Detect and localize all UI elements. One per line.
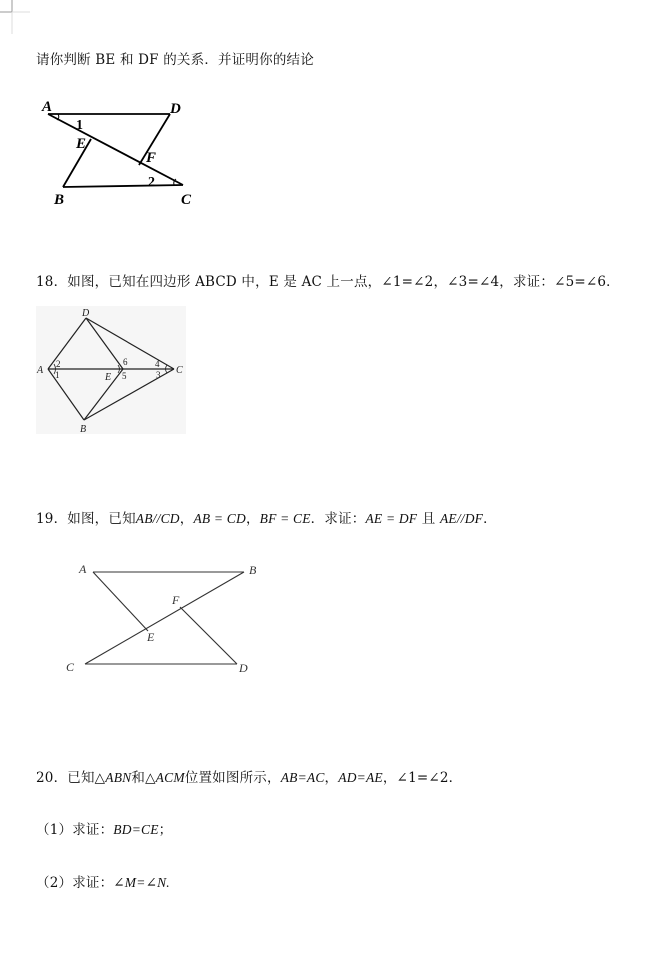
label-e: E: [76, 136, 87, 152]
label-a: A: [79, 562, 87, 576]
q20-2-expr: ∠M=∠N.: [113, 875, 170, 890]
q19-prefix: 19．如图，已知: [36, 511, 136, 527]
question-19-prompt: [36, 507, 497, 527]
angle-label-6: 6: [123, 357, 128, 367]
question-20-part-1: [36, 818, 172, 838]
q20-end: ，∠1=∠2．: [382, 770, 463, 786]
label-c: C: [181, 192, 192, 208]
label-a: A: [42, 99, 53, 115]
label-f: F: [146, 150, 157, 166]
angle-label-1: 1: [76, 118, 83, 133]
page-corner-mark: [0, 0, 36, 36]
figure-17-diagram: [36, 92, 206, 212]
q19-sep-1: ，: [179, 511, 194, 527]
q20-cond-1: AB=AC: [280, 770, 325, 785]
label-d: D: [170, 101, 181, 117]
q19-mid: ．求证：: [310, 511, 366, 527]
angle-label-5: 5: [122, 371, 127, 381]
q19-and: 且: [421, 511, 436, 527]
q20-triangle-1: ABN: [105, 770, 132, 785]
label-e: E: [147, 630, 155, 644]
label-e: E: [105, 372, 112, 383]
q20-2-prefix: （2）求证：: [36, 875, 114, 891]
label-f: F: [172, 593, 180, 607]
angle-label-3: 3: [156, 370, 161, 380]
label-d: D: [239, 661, 248, 675]
angle-label-2: 2: [148, 175, 155, 190]
q19-sep-2: ，: [245, 511, 260, 527]
question-18-prompt: 18．如图，已知在四边形 ABCD 中，E 是 AC 上一点，∠1=∠2，∠3=∠4，求证：∠5=∠6．: [36, 274, 620, 290]
q19-cond-2: AB = CD: [193, 511, 246, 526]
question-20-prompt: [36, 766, 462, 786]
q20-1-expr: BD=CE: [113, 822, 159, 837]
question-17-prompt: 请你判断 BE 和 DF 的关系．并证明你的结论: [36, 52, 314, 68]
label-a: A: [37, 365, 44, 376]
q19-cond-1: AB//CD: [135, 511, 180, 526]
label-b: B: [249, 563, 257, 577]
angle-label-4: 4: [155, 359, 160, 369]
q19-cond-3: BF = CE: [259, 511, 311, 526]
q20-1-prefix: （1）求证：: [36, 822, 114, 838]
figure-19-diagram: [60, 556, 270, 681]
q19-end: ．: [483, 511, 497, 527]
label-d: D: [82, 308, 90, 319]
q20-cond-2: AD=AE: [338, 770, 383, 785]
q20-and: 和△: [131, 770, 156, 786]
q20-1-end: ；: [158, 822, 173, 838]
q20-triangle-2: ACM: [155, 770, 185, 785]
label-b: B: [54, 192, 65, 208]
figure-18-diagram: [36, 306, 186, 434]
label-c: C: [176, 365, 183, 376]
angle-label-2: 2: [56, 359, 61, 369]
label-b: B: [80, 424, 87, 434]
angle-label-1: 1: [55, 370, 60, 380]
q19-goal-2: AE//DF: [439, 511, 484, 526]
q20-mid: 位置如图所示，: [184, 770, 281, 786]
q20-sep: ，: [324, 770, 339, 786]
question-20-part-2: [36, 871, 170, 891]
label-c: C: [66, 660, 75, 674]
q19-goal-1: AE = DF: [365, 511, 418, 526]
q20-prefix: 20．已知△: [36, 770, 106, 786]
